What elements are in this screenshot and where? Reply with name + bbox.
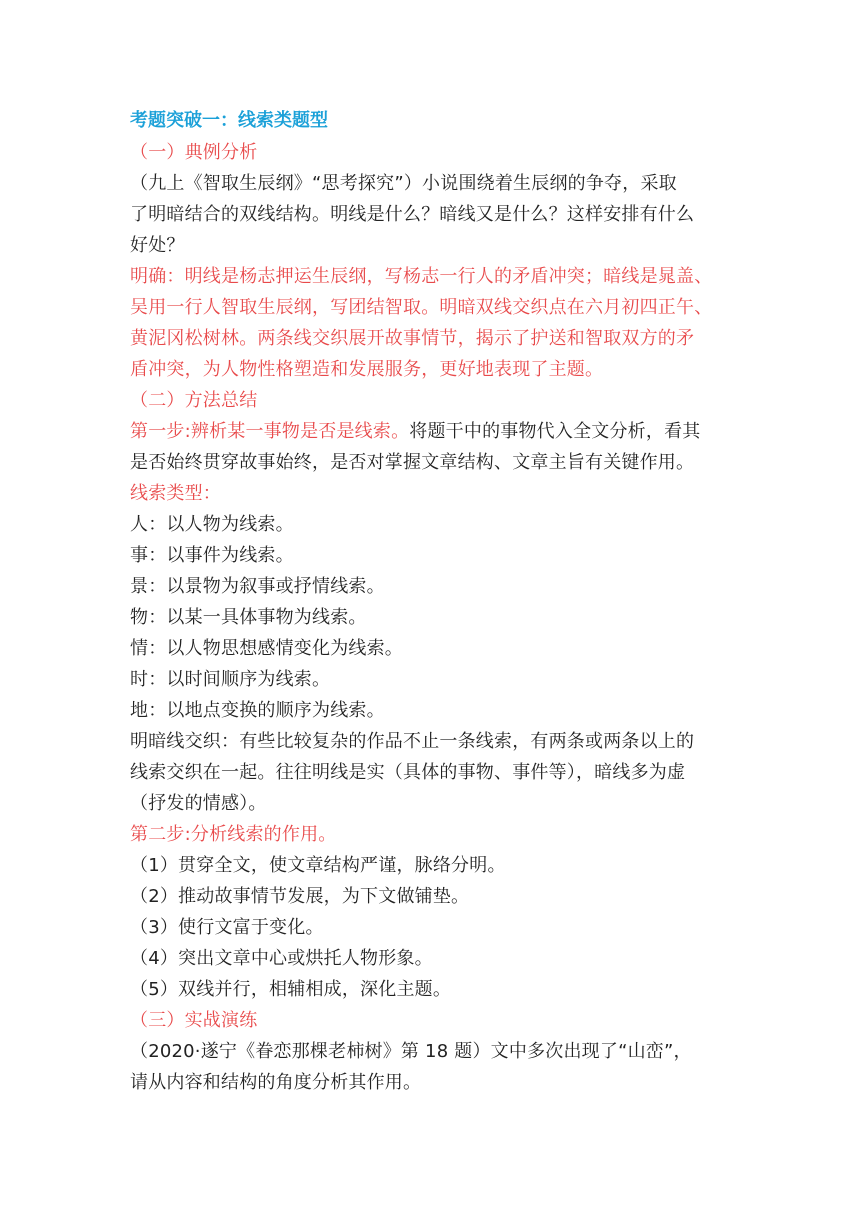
answer-line: 明确：明线是杨志押运生辰纲，写杨志一行人的矛盾冲突；暗线是晁盖、: [130, 266, 713, 287]
functions-list: [130, 850, 734, 1005]
list-item: （5）双线并行，相辅相成，深化主题。: [130, 979, 452, 1000]
list-item: 情：以人物思想感情变化为线索。: [130, 638, 403, 659]
section2-heading: （二）方法总结: [130, 390, 258, 411]
section3-question: [130, 1036, 734, 1098]
list-item: 事：以事件为线索。: [130, 545, 294, 566]
interweave-paragraph: [130, 726, 734, 819]
list-item: 时：以时间顺序为线索。: [130, 669, 331, 690]
section1-question: [130, 168, 734, 261]
answer-line: 吴用一行人智取生辰纲，写团结智取。明暗双线交织点在六月初四正午、: [130, 297, 713, 318]
list-item: （1）贯穿全文，使文章结构严谨，脉络分明。: [130, 855, 506, 876]
paragraph-line: 线索交织在一起。往往明线是实（具体的事物、事件等），暗线多为虚: [130, 762, 686, 783]
paragraph-line: （抒发的情感）。: [130, 793, 267, 814]
section1-heading: （一）典例分析: [130, 142, 258, 163]
document-page: [130, 104, 734, 1098]
question-line: 请从内容和结构的角度分析其作用。: [130, 1072, 422, 1093]
question-line: 了明暗结合的双线结构。明线是什么？暗线又是什么？这样安排有什么: [130, 204, 695, 225]
step2-label: 第二步:分析线索的作用。: [130, 824, 337, 845]
list-item: 人：以人物为线索。: [130, 514, 294, 535]
clue-types-list: [130, 509, 734, 726]
section1-answer: [130, 261, 734, 385]
step1-label: 第一步:辨析某一事物是否是线索。: [130, 421, 410, 442]
answer-line: 黄泥冈松树林。两条线交织展开故事情节，揭示了护送和智取双方的矛: [130, 328, 695, 349]
question-line: （九上《智取生辰纲》“思考探究”）小说围绕着生辰纲的争夺，采取: [130, 173, 677, 194]
question-line: （2020·遂宁《眷恋那棵老柿树》第 18 题）文中多次出现了“山峦”，: [130, 1041, 692, 1062]
list-item: （2）推动故事情节发展，为下文做铺垫。: [130, 886, 470, 907]
step1-text: 将题干中的事物代入全文分析，看其: [409, 421, 701, 442]
types-heading: 线索类型：: [130, 483, 221, 504]
answer-line: 盾冲突，为人物性格塑造和发展服务，更好地表现了主题。: [130, 359, 604, 380]
paragraph-line: 明暗线交织：有些比较复杂的作品不止一条线索，有两条或两条以上的: [130, 731, 695, 752]
list-item: （4）突出文章中心或烘托人物形象。: [130, 948, 433, 969]
step1-text-continued: 是否始终贯穿故事始终，是否对掌握文章结构、文章主旨有关键作用。: [130, 452, 695, 473]
list-item: （3）使行文富于变化。: [130, 917, 324, 938]
question-line: 好处？: [130, 235, 185, 256]
list-item: 物：以某一具体事物为线索。: [130, 607, 367, 628]
section-title: 考题突破一：线索类题型: [130, 110, 328, 131]
section3-heading: （三）实战演练: [130, 1010, 258, 1031]
list-item: 地：以地点变换的顺序为线索。: [130, 700, 385, 721]
step1-line: [130, 416, 734, 447]
list-item: 景：以景物为叙事或抒情线索。: [130, 576, 385, 597]
